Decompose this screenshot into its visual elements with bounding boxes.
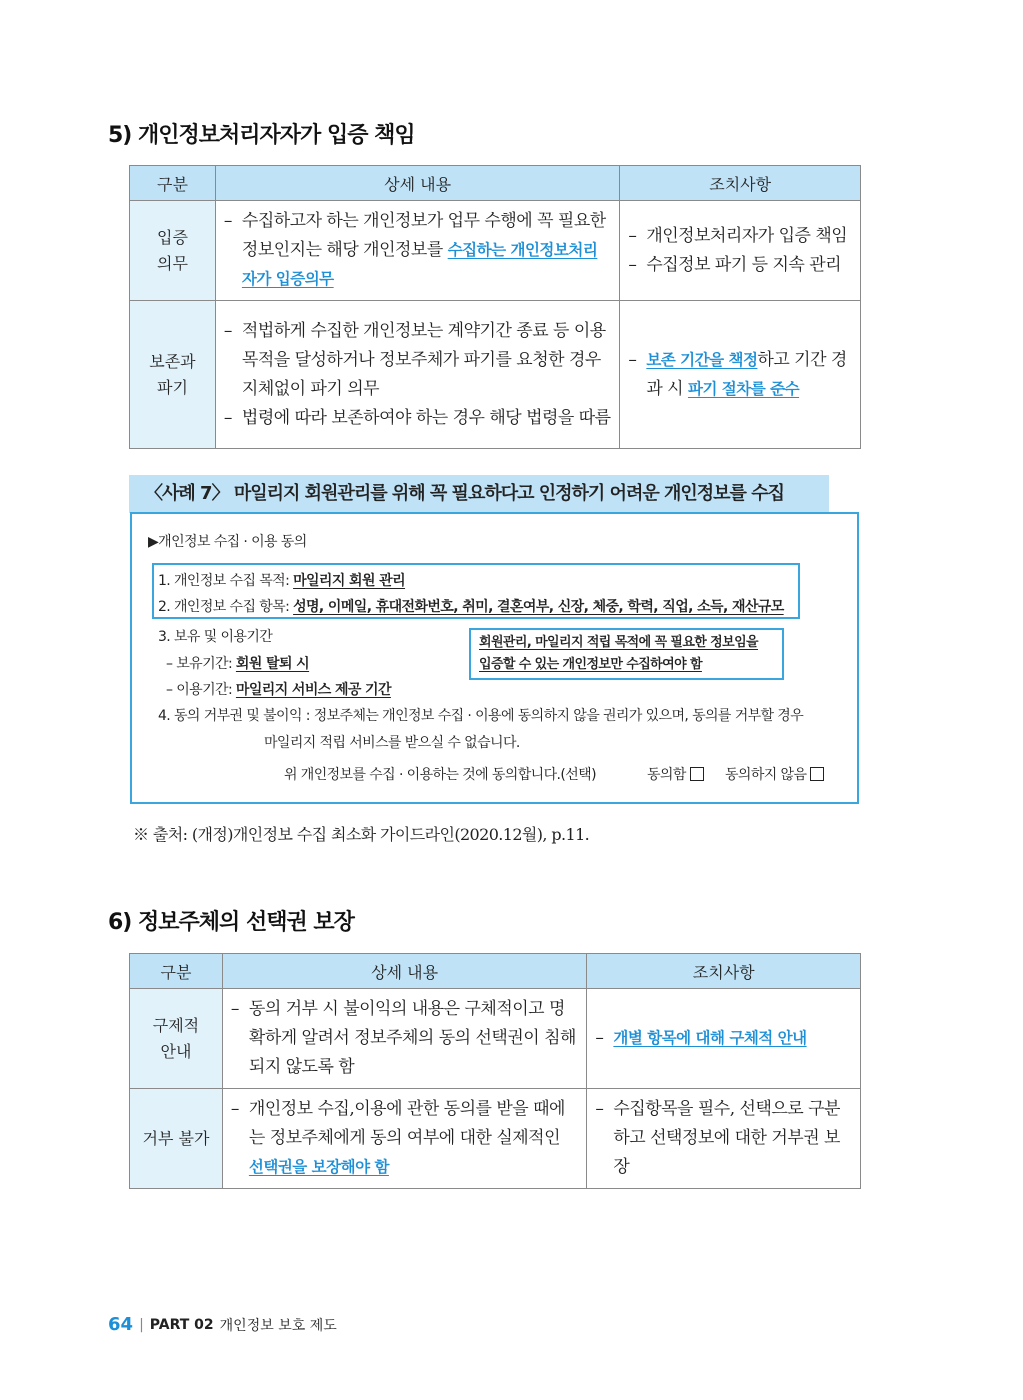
action-text: 수집항목을 필수, 선택으로 구분하고 선택정보에 대한 거부권 보장 xyxy=(613,1099,840,1177)
detail-text: 법령에 따라 보존하여야 하는 경우 해당 법령을 따름 xyxy=(241,407,611,428)
action-text: 하고 기간 경과 시 xyxy=(646,349,847,399)
usage-period xyxy=(166,679,391,699)
row-action: – 개별 항목에 대해 구체적 안내 xyxy=(587,989,861,1089)
table-row xyxy=(130,989,861,1089)
detail-text: 동의 거부 시 불이익의 내용은 구체적이고 명확하게 알려서 정보주체의 동의 선택권이 침해되지 않도록 함 xyxy=(248,999,576,1077)
retention-period xyxy=(166,653,309,673)
row-category: 거부 불가 xyxy=(130,1089,223,1189)
note-box xyxy=(469,628,784,680)
chapter-title: 개인정보 보호 제도 xyxy=(219,1317,337,1334)
row-action: – 수집항목을 필수, 선택으로 구분하고 선택정보에 대한 거부권 보장 xyxy=(587,1089,861,1189)
item-value: 마일리지 서비스 제공 기간 xyxy=(235,682,391,698)
row-detail: – 적법하게 수집한 개인정보는 계약기간 종료 등 이용목적을 달성하거나 정보주체가 파기를 요청한 경우 지체없이 파기 의무 – 법령에 따라 보존하여야 하는 경우 해당 법령을 따름 xyxy=(215,301,619,449)
item-value: 회원 탈퇴 시 xyxy=(235,656,310,672)
row-detail: – 개인정보 수집,이용에 관한 동의를 받을 때에는 정보주체에게 동의 여부에 대한 실제적인 선택권을 보장해야 함 xyxy=(222,1089,586,1189)
part-label: PART 02 xyxy=(149,1316,214,1333)
table-header-row xyxy=(130,166,861,201)
header-detail: 상세 내용 xyxy=(222,954,586,989)
consent-item-purpose xyxy=(158,570,405,590)
table-row xyxy=(130,201,861,301)
consent-title: ▶개인정보 수집 · 이용 동의 xyxy=(148,534,307,550)
agree-option[interactable] xyxy=(647,764,704,784)
row-category: 구제적 안내 xyxy=(130,989,223,1089)
consent-item-retention: 3. 보유 및 이용기간 xyxy=(158,629,273,645)
consent-item-fields xyxy=(158,596,784,616)
section6-table xyxy=(129,953,861,1189)
table-row xyxy=(130,301,861,449)
item-value: 성명, 이메일, 휴대전화번호, 취미, 결혼여부, 신장, 체중, 학력, 직업, 소득, 재산규모 xyxy=(293,599,784,615)
table-header-row xyxy=(130,954,861,989)
item-value: 마일리지 회원 관리 xyxy=(293,573,406,589)
section6-heading: 6) 정보주체의 선택권 보장 xyxy=(108,910,354,935)
detail-highlight: 선택권을 보장해야 함 xyxy=(248,1158,389,1176)
disagree-label: 동의하지 않음 xyxy=(725,767,807,783)
consent-item-refusal: 4. 동의 거부권 및 불이익 : 정보주체는 개인정보 수집 · 이용에 동의하지 않을 권리가 있으며, 동의를 거부할 경우 xyxy=(158,708,804,724)
note-line: 입증할 수 있는 개인정보만 수집하여야 함 xyxy=(479,657,702,672)
consent-item-refusal-cont: 마일리지 적립 서비스를 받으실 수 없습니다. xyxy=(264,735,520,751)
header-detail: 상세 내용 xyxy=(215,166,619,201)
action-highlight: 개별 항목에 대해 구체적 안내 xyxy=(613,1029,807,1047)
disagree-option[interactable] xyxy=(725,764,824,784)
agree-label: 동의함 xyxy=(647,767,686,783)
action-text: 수집정보 파기 등 지속 관리 xyxy=(646,254,842,275)
detail-text: 개인정보 수집,이용에 관한 동의를 받을 때에는 정보주체에게 동의 여부에 대한 실제적인 xyxy=(248,1099,565,1148)
detail-text: 수집하고자 하는 개인정보가 업무 수행에 꼭 필요한 정보인지는 해당 개인정보를 xyxy=(241,211,606,260)
header-category: 구분 xyxy=(130,954,223,989)
source-note: ※ 출처: (개정)개인정보 수집 최소화 가이드라인(2020.12월), p.11. xyxy=(133,825,590,844)
header-category: 구분 xyxy=(130,166,216,201)
detail-text: 적법하게 수집한 개인정보는 계약기간 종료 등 이용목적을 달성하거나 정보주체가 파기를 요청한 경우 지체없이 파기 의무 xyxy=(241,320,606,399)
header-action: 조치사항 xyxy=(587,954,861,989)
item-label: – 이용기간: xyxy=(166,682,236,698)
action-text: 개인정보처리자가 입증 책임 xyxy=(646,225,848,246)
section5-table xyxy=(129,165,861,449)
case7-title: 〈사례 7〉 마일리지 회원관리를 위해 꼭 필요하다고 인정하기 어려운 개인정보를 수집 xyxy=(129,475,829,513)
row-detail: – 수집하고자 하는 개인정보가 업무 수행에 꼭 필요한 정보인지는 해당 개인정보를 수집하는 개인정보처리자가 입증의무 xyxy=(215,201,619,301)
table-row xyxy=(130,1089,861,1189)
item-label: 1. 개인정보 수집 목적: xyxy=(158,573,294,589)
row-action: – 보존 기간을 책정하고 기간 경과 시 파기 절차를 준수 xyxy=(620,301,861,449)
row-category: 보존과 파기 xyxy=(130,301,216,449)
row-action: – 개인정보처리자가 입증 책임 – 수집정보 파기 등 지속 관리 xyxy=(620,201,861,301)
row-detail: – 동의 거부 시 불이익의 내용은 구체적이고 명확하게 알려서 정보주체의 동의 선택권이 침해되지 않도록 함 xyxy=(222,989,586,1089)
detail-highlight: 수집하는 개인정보처리자가 입증의무 xyxy=(241,241,598,288)
header-action: 조치사항 xyxy=(620,166,861,201)
action-highlight: 보존 기간을 책정 xyxy=(646,350,758,369)
page-number: 64 xyxy=(108,1314,134,1335)
item-label: 2. 개인정보 수집 항목: xyxy=(158,599,294,615)
footer-divider: | xyxy=(139,1316,144,1333)
disagree-checkbox[interactable] xyxy=(810,767,824,781)
agree-checkbox[interactable] xyxy=(690,767,704,781)
row-category: 입증 의무 xyxy=(130,201,216,301)
page-footer xyxy=(108,1314,337,1335)
item-label: – 보유기간: xyxy=(166,656,236,672)
note-line: 회원관리, 마일리지 적립 목적에 꼭 필요한 정보임을 xyxy=(479,635,759,650)
section5-heading: 5) 개인정보처리자자가 입증 책임 xyxy=(108,123,415,148)
agree-statement: 위 개인정보를 수집 · 이용하는 것에 동의합니다.(선택) xyxy=(284,767,596,783)
action-highlight: 파기 절차를 준수 xyxy=(687,379,800,398)
